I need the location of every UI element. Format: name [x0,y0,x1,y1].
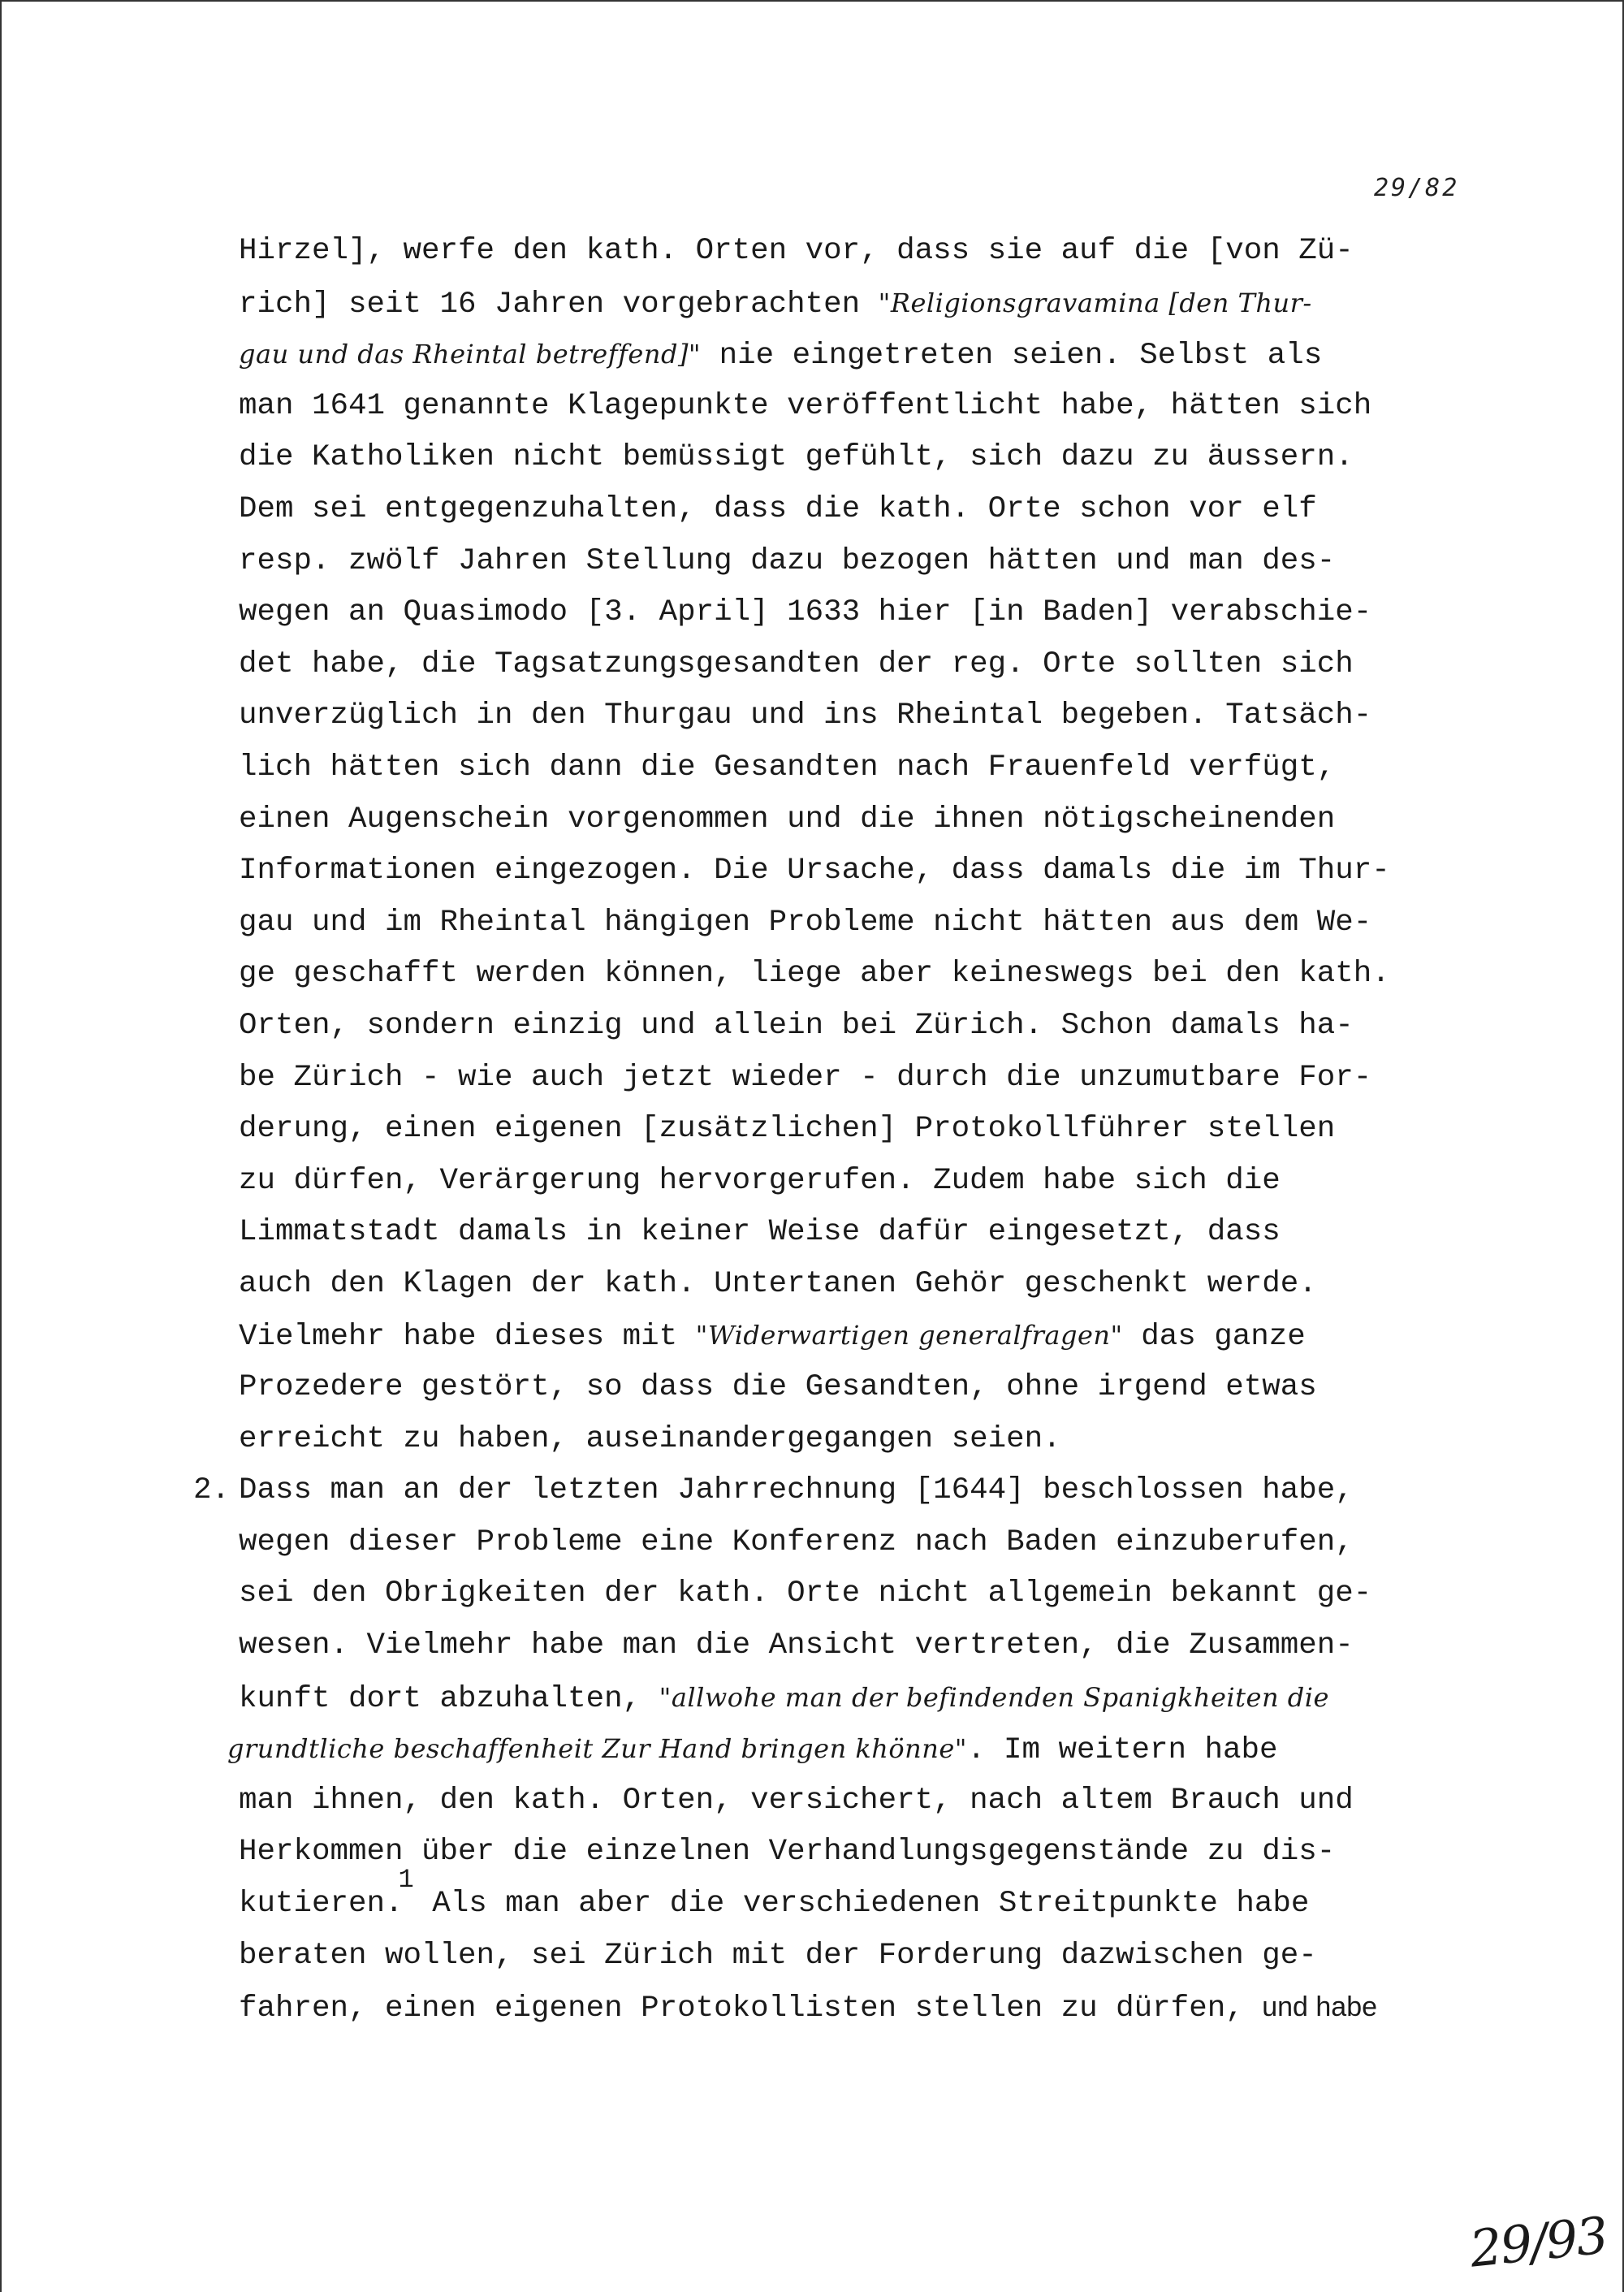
text-line [239,1156,1505,1208]
text-line [239,536,1505,588]
text-line [239,1310,1505,1362]
text-line [239,845,1505,897]
text-span: nie eingetreten seien. Selbst als [701,339,1323,374]
text-span: Dem sei entgegenzuhalten, dass die kath. Orte schon vor elf [239,491,1317,526]
text-span: Informationen eingezogen. Die Ursache, dass damals die im Thur- [239,854,1390,889]
body-text [193,226,1505,2034]
text-span: unverzüglich in den Thurgau und ins Rheintal begeben. Tatsäch- [239,698,1372,733]
text-span: . Im weitern habe [966,1733,1278,1768]
text-line [239,484,1505,536]
text-line [239,1982,1505,2034]
text-span: erreicht zu haben, auseinandergegangen seien. [239,1421,1061,1456]
text-span: Als man aber die verschiedenen Streitpunkte habe [413,1887,1310,1921]
text-line [239,742,1505,794]
text-line [239,381,1505,433]
text-line [239,1568,1505,1620]
quotation: grundtliche beschaffenheit Zur Hand bringen khönne" [227,1733,967,1765]
text-line [239,897,1505,949]
text-span: Vielmehr habe dieses mit [239,1320,696,1355]
text-line [239,1414,1505,1466]
text-line [239,1001,1505,1053]
list-number: 2. [193,1473,231,1508]
handwritten-page-number: 29/93 [1466,2205,1610,2279]
text-span: kutieren. [239,1887,404,1921]
text-line [239,1620,1505,1672]
text-span: man ihnen, den kath. Orten, versichert, nach altem Brauch und [239,1783,1354,1818]
text-line [239,1259,1505,1311]
text-span: man 1641 genannte Klagepunkte veröffentlicht habe, hätten sich [239,388,1372,423]
text-span: sei den Obrigkeiten der kath. Orte nicht allgemein bekannt ge- [239,1576,1372,1611]
text-span: derung, einen eigenen [zusätzlichen] Protokollführer stellen [239,1112,1336,1147]
text-line [239,1775,1505,1827]
text-line [239,1827,1505,1879]
text-line [239,1865,1505,1931]
text-line [239,690,1505,742]
text-span: Herkommen über die einzelnen Verhandlungsgegenstände zu dis- [239,1835,1336,1870]
text-line [239,432,1505,484]
text-line [239,1053,1505,1105]
text-span: resp. zwölf Jahren Stellung dazu bezogen hätten und man des- [239,543,1336,578]
text-line [239,949,1505,1001]
text-line [239,1207,1505,1259]
page-number: 29/82 [1374,174,1460,202]
text-line [239,1517,1505,1569]
text-span: rich] seit 16 Jahren vorgebrachten [239,287,879,322]
text-span: Limmatstadt damals in keiner Weise dafür eingesetzt, dass [239,1215,1281,1250]
text-line [239,1104,1505,1156]
text-line [227,1723,1505,1775]
text-span: auch den Klagen der kath. Untertanen Gehör geschenkt werde. [239,1266,1317,1301]
text-span: die Katholiken nicht bemüssigt gefühlt, sich dazu zu äussern. [239,440,1354,475]
text-span: gau und im Rheintal hängigen Probleme nicht hätten aus dem We- [239,905,1372,940]
list-item-2 [193,1465,1505,1517]
text-span: Prozedere gestört, so dass die Gesandten, ohne irgend etwas [239,1370,1317,1405]
text-line [239,226,1505,278]
text-span: Orten, sondern einzig und allein bei Zürich. Schon damals ha- [239,1008,1354,1043]
quotation: "Widerwartigen generalfragen" [695,1320,1123,1351]
text-line [239,278,1505,330]
text-span: und habe [1262,1991,1378,2023]
text-span: ge geschafft werden können, liege aber keineswegs bei den kath. [239,957,1390,992]
text-line [239,794,1505,846]
text-span: kunft dort abzuhalten, [239,1681,659,1716]
quotation: gau und das Rheintal betreffend]" [239,339,702,370]
footnote-marker: 1 [398,1865,414,1895]
quotation: "Religionsgravamina [den Thur- [878,287,1312,318]
text-span: lich hätten sich dann die Gesandten nach Frauenfeld verfügt, [239,750,1336,785]
text-line [239,587,1505,639]
text-span: einen Augenschein vorgenommen und die ihnen nötigscheinenden [239,802,1336,837]
text-span: det habe, die Tagsatzungsgesandten der reg. Orte sollten sich [239,647,1354,681]
text-span: wesen. Vielmehr habe man die Ansicht vertreten, die Zusammen- [239,1628,1354,1663]
text-line [239,1672,1505,1724]
text-span: beraten wollen, sei Zürich mit der Forderung dazwischen ge- [239,1938,1317,1973]
text-line [239,639,1505,691]
quotation: "allwohe man der befindenden Spanigkheiten die [659,1681,1329,1713]
text-span: be Zürich - wie auch jetzt wieder - durch die unzumutbare For- [239,1060,1372,1095]
text-span: Dass man an der letzten Jahrrechnung [1644] beschlossen habe, [239,1473,1354,1508]
text-span: das ganze [1122,1320,1306,1355]
text-line [239,1362,1505,1414]
text-line [239,1931,1505,1983]
text-line [239,329,1505,381]
text-span: Hirzel], werfe den kath. Orten vor, dass sie auf die [von Zü- [239,234,1354,268]
text-span: wegen an Quasimodo [3. April] 1633 hier [in Baden] verabschie- [239,595,1372,630]
text-span: fahren, einen eigenen Protokollisten stellen zu dürfen, [239,1991,1263,2026]
text-span: wegen dieser Probleme eine Konferenz nach Baden einzuberufen, [239,1524,1354,1559]
text-span: zu dürfen, Verärgerung hervorgerufen. Zudem habe sich die [239,1163,1281,1198]
